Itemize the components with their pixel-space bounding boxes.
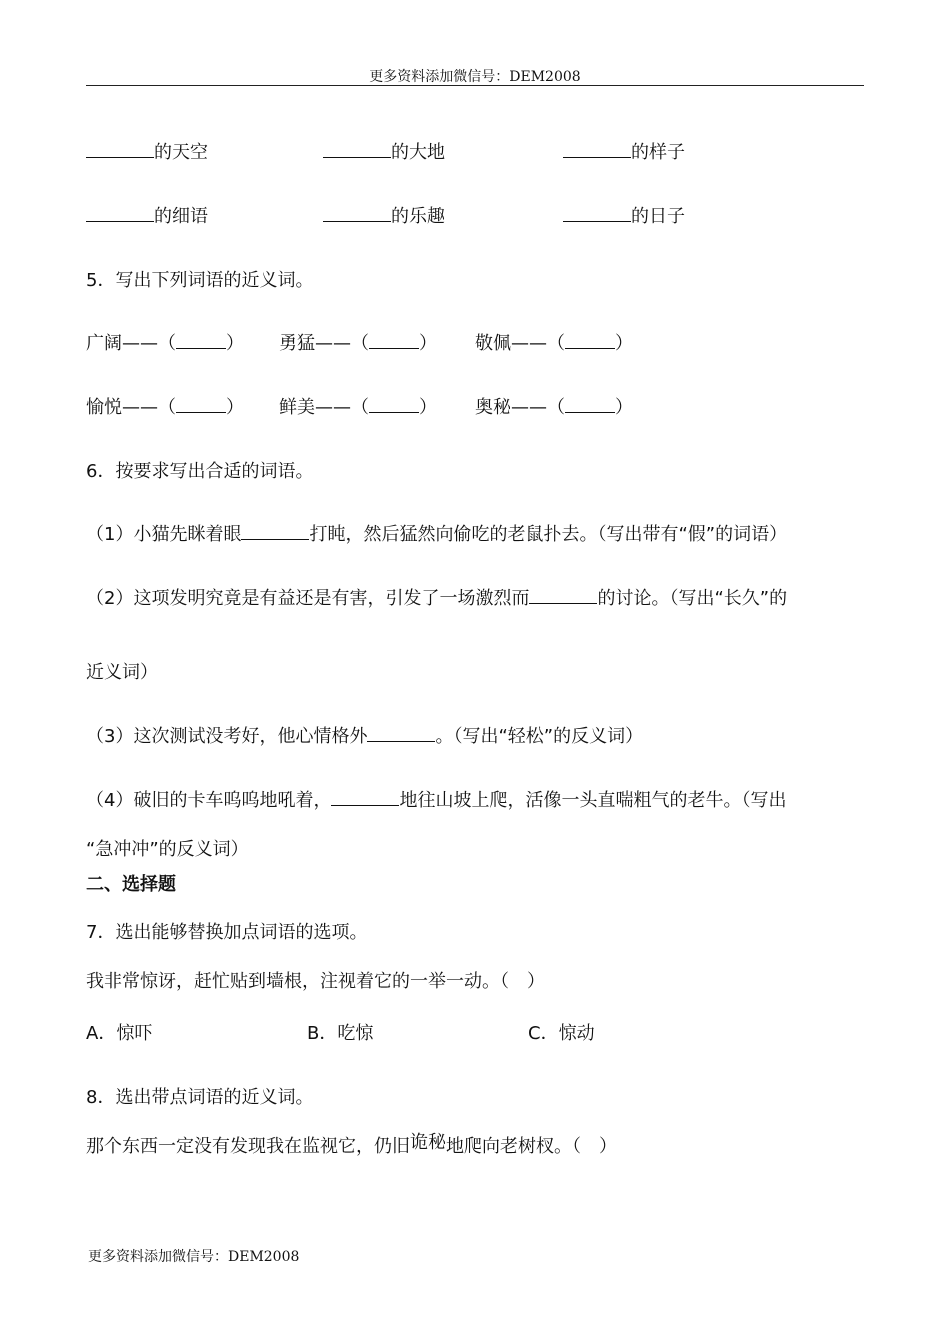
q8-sentence xyxy=(86,1132,617,1158)
q7-option-c[interactable]: C．惊动 xyxy=(528,1023,595,1044)
q4-item-2 xyxy=(323,138,445,164)
q4-text: 的大地 xyxy=(391,142,445,163)
q6-text: （2）这项发明究竟是有益还是有害，引发了一场激烈而 xyxy=(86,588,530,609)
q4-text: 的样子 xyxy=(631,142,685,163)
q5-close: ） xyxy=(226,333,244,354)
q5-close: ） xyxy=(615,397,633,418)
section-heading: 二、选择题 xyxy=(86,874,176,895)
q6-sentence-4 xyxy=(86,786,786,812)
answer-blank[interactable] xyxy=(176,394,226,413)
answer-blank[interactable] xyxy=(331,787,399,806)
q5-word: 敬佩——（ xyxy=(475,333,565,354)
q6-text: （4）破旧的卡车呜呜地吼着， xyxy=(86,790,332,811)
page-header: 更多资料添加微信号：DEM2008 xyxy=(369,69,581,85)
header-divider xyxy=(86,85,864,86)
q5-word: 勇猛——（ xyxy=(279,333,369,354)
q5-word: 广阔——（ xyxy=(86,333,176,354)
q8-text: 那个东西一定没有发现我在监视它，仍旧 xyxy=(86,1136,410,1157)
q4-text: 的乐趣 xyxy=(391,206,445,227)
answer-blank[interactable] xyxy=(176,330,226,349)
q5-item-4 xyxy=(86,393,244,419)
q8-text: 地爬向老树杈。（ ） xyxy=(446,1136,617,1157)
q5-word: 奥秘——（ xyxy=(475,397,565,418)
q4-text: 的细语 xyxy=(154,206,208,227)
answer-blank[interactable] xyxy=(86,203,154,222)
answer-blank[interactable] xyxy=(367,723,435,742)
q6-text: 的讨论。（写出“长久”的 xyxy=(597,588,788,609)
q4-item-4 xyxy=(86,202,208,228)
q5-item-1 xyxy=(86,329,244,355)
dotted-word: 诡秘 xyxy=(410,1132,446,1153)
q6-text: 打盹，然后猛然向偷吃的老鼠扑去。（写出带有“假”的词语） xyxy=(309,524,788,545)
q5-close: ） xyxy=(419,333,437,354)
q5-item-3 xyxy=(475,329,633,355)
q5-item-2 xyxy=(279,329,437,355)
q5-item-5 xyxy=(279,393,437,419)
q5-item-6 xyxy=(475,393,633,419)
answer-blank[interactable] xyxy=(323,139,391,158)
answer-blank[interactable] xyxy=(86,139,154,158)
answer-blank[interactable] xyxy=(565,394,615,413)
q4-text: 的天空 xyxy=(154,142,208,163)
answer-blank[interactable] xyxy=(241,521,309,540)
q4-text: 的日子 xyxy=(631,206,685,227)
q5-word: 愉悦——（ xyxy=(86,397,176,418)
answer-blank[interactable] xyxy=(323,203,391,222)
q8-title: 8．选出带点词语的近义词。 xyxy=(86,1087,314,1108)
q5-word: 鲜美——（ xyxy=(279,397,369,418)
q7-option-b[interactable]: B．吃惊 xyxy=(307,1023,374,1044)
q5-title: 5．写出下列词语的近义词。 xyxy=(86,270,314,291)
q6-sentence-2-cont: 近义词） xyxy=(86,662,158,683)
answer-blank[interactable] xyxy=(369,330,419,349)
q4-item-3 xyxy=(563,138,685,164)
q7-sentence: 我非常惊讶，赶忙贴到墙根，注视着它的一举一动。（ ） xyxy=(86,971,545,992)
answer-blank[interactable] xyxy=(565,330,615,349)
q6-sentence-2 xyxy=(86,584,787,610)
q6-text: 。（写出“轻松”的反义词） xyxy=(435,726,644,747)
q6-text: （3）这次测试没考好，他心情格外 xyxy=(86,726,368,747)
answer-blank[interactable] xyxy=(369,394,419,413)
q4-item-5 xyxy=(323,202,445,228)
q5-close: ） xyxy=(615,333,633,354)
q6-title: 6．按要求写出合适的词语。 xyxy=(86,461,314,482)
q7-title: 7．选出能够替换加点词语的选项。 xyxy=(86,922,368,943)
answer-blank[interactable] xyxy=(563,203,631,222)
q6-sentence-3 xyxy=(86,722,643,748)
q4-item-6 xyxy=(563,202,685,228)
q7-option-a[interactable]: A．惊吓 xyxy=(86,1023,153,1044)
q5-close: ） xyxy=(419,397,437,418)
page-footer: 更多资料添加微信号：DEM2008 xyxy=(88,1249,300,1265)
q6-sentence-4-cont: “急冲冲”的反义词） xyxy=(86,839,249,860)
q6-text: （1）小猫先眯着眼 xyxy=(86,524,242,545)
answer-blank[interactable] xyxy=(563,139,631,158)
answer-blank[interactable] xyxy=(529,585,597,604)
q5-close: ） xyxy=(226,397,244,418)
q6-sentence-1 xyxy=(86,520,787,546)
q6-text: 地往山坡上爬，活像一头直喘粗气的老牛。（写出 xyxy=(399,790,787,811)
q4-item-1 xyxy=(86,138,208,164)
